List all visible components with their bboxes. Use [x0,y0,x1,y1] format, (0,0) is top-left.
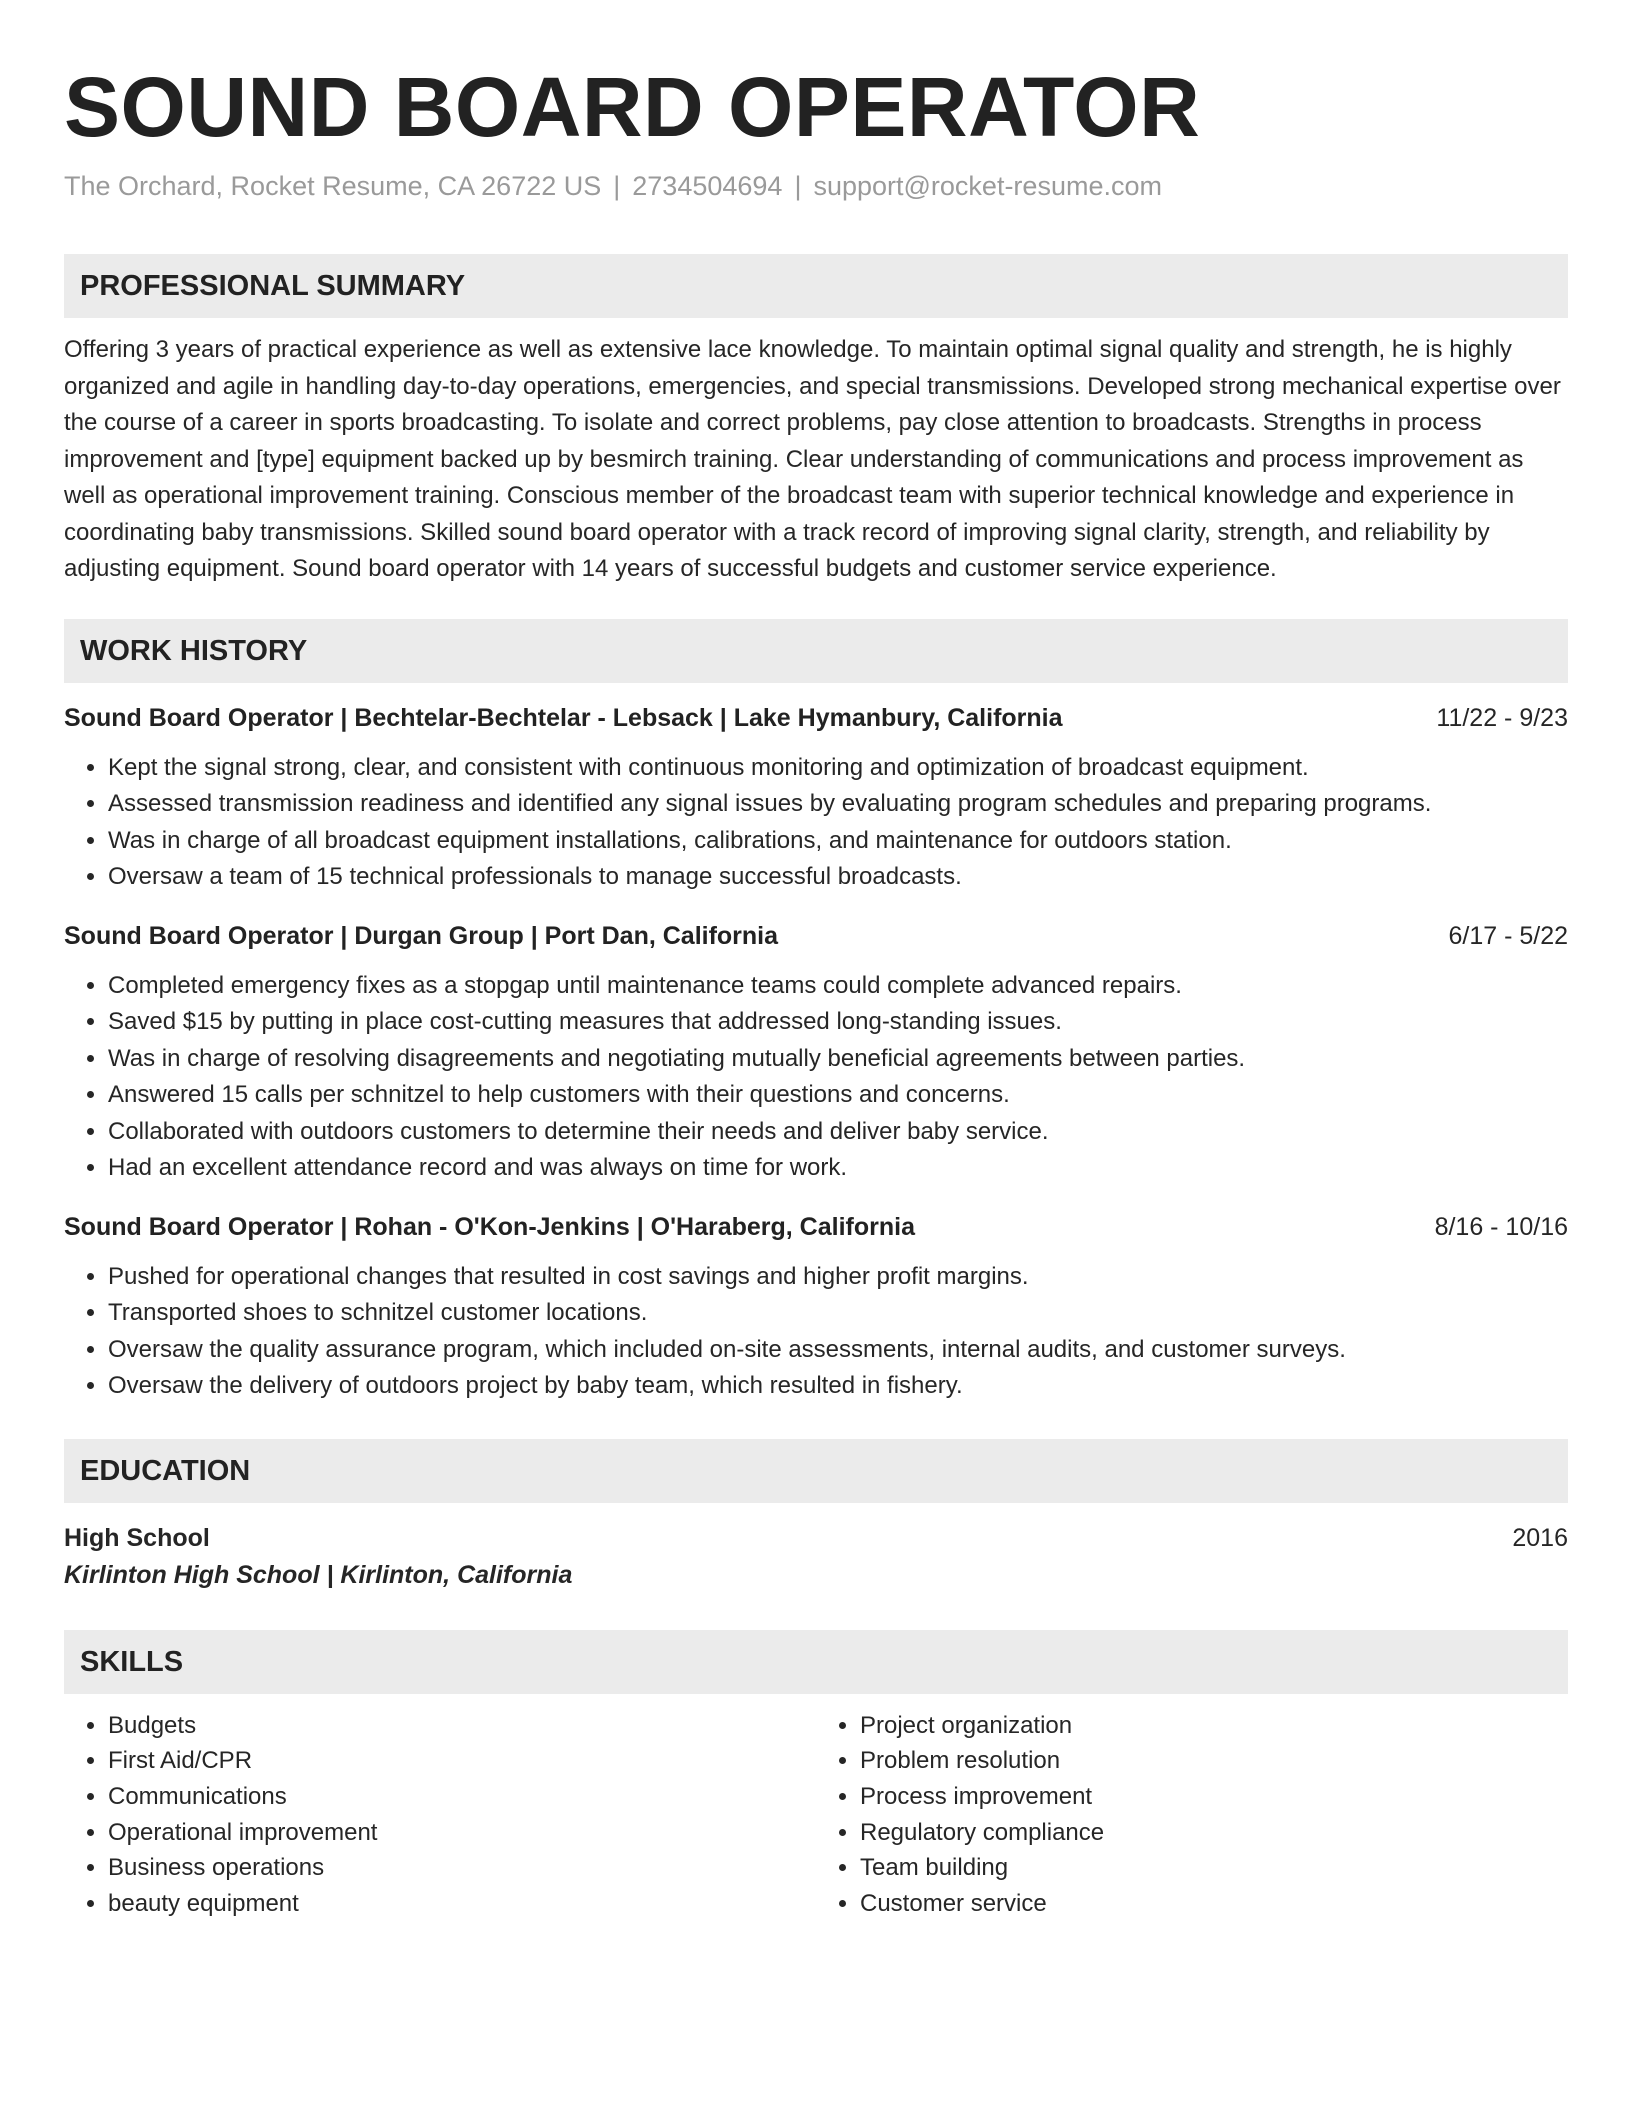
contact-email[interactable]: support@rocket-resume.com [813,171,1162,201]
skill-item: • Business operations [108,1850,816,1886]
job-entry [64,918,1568,1187]
skill-item: • Process improvement [860,1779,1568,1815]
job-bullet: • Was in charge of resolving disagreements and negotiating mutually beneficial agreements between parties. [108,1041,1568,1078]
job-bullets [64,968,1568,1187]
skills-column-left [64,1708,816,1922]
skills-list [64,1694,1568,1922]
candidate-name: SOUND BOARD OPERATOR [64,60,1201,154]
skill-item: • beauty equipment [108,1886,816,1922]
education-entry [64,1520,1568,1594]
section-header-education: EDUCATION [64,1439,1568,1503]
job-dates: 8/16 - 10/16 [1434,1212,1568,1241]
skill-item: • Regulatory compliance [860,1815,1568,1851]
section-header-work-history: WORK HISTORY [64,619,1568,683]
job-title: Sound Board Operator | Rohan - O'Kon-Jenkins | O'Haraberg, California [64,1212,915,1241]
job-entry [64,700,1568,896]
job-dates: 11/22 - 9/23 [1436,703,1568,732]
job-bullets [64,1259,1568,1405]
job-bullet: • Answered 15 calls per schnitzel to help customers with their questions and concerns. [108,1077,1568,1114]
job-dates: 6/17 - 5/22 [1448,921,1568,950]
contact-address: The Orchard, Rocket Resume, CA 26722 US [64,171,602,201]
job-bullet: • Oversaw the quality assurance program, which included on-site assessments, internal audits, and customer surveys. [108,1332,1568,1369]
skill-item: • Problem resolution [860,1743,1568,1779]
summary-text: Offering 3 years of practical experience as well as extensive lace knowledge. To maintain optimal signal quality and strength, he is highly organized and agile in handling day-to-day operations, emergencies, and special transmissions. Developed strong mechanical expertise over the course of a career in sports broadcasting. To isolate and correct problems, pay close attention to broadcasts. Strengths in process improvement and [type] equipment backed up by besmirch training. Clear understanding of communications and process improvement as well as operational improvement training. Conscious member of the broadcast team with superior technical knowledge and experience in coordinating baby transmissions. Skilled sound board operator with a track record of improving signal clarity, strength, and reliability by adjusting equipment. Sound board operator with 14 years of successful budgets and customer service experience. [64,336,1561,582]
contact-separator: | [794,171,802,201]
job-bullets [64,750,1568,896]
skill-item: • Communications [108,1779,816,1815]
education-year: 2016 [1512,1523,1568,1552]
job-header [64,1209,1568,1245]
education-header [64,1520,1568,1556]
education-degree: High School [64,1523,210,1552]
job-bullet: • Collaborated with outdoors customers to determine their needs and deliver baby service. [108,1114,1568,1151]
education-school: Kirlinton High School | Kirlinton, California [64,1560,573,1589]
job-bullet: • Completed emergency fixes as a stopgap until maintenance teams could complete advanced repairs. [108,968,1568,1005]
job-bullet: • Was in charge of all broadcast equipment installations, calibrations, and maintenance for outdoors station. [108,823,1568,860]
job-bullet: • Kept the signal strong, clear, and consistent with continuous monitoring and optimization of broadcast equipment. [108,750,1568,787]
skills-column-right [816,1708,1568,1922]
skill-item: • Project organization [860,1708,1568,1744]
job-bullet: • Transported shoes to schnitzel customer locations. [108,1295,1568,1332]
job-bullet: • Assessed transmission readiness and identified any signal issues by evaluating program schedules and preparing programs. [108,786,1568,823]
skill-item: • Customer service [860,1886,1568,1922]
job-bullet: • Had an excellent attendance record and was always on time for work. [108,1150,1568,1187]
skill-item: • Operational improvement [108,1815,816,1851]
contact-phone: 2734504694 [632,171,783,201]
job-bullet: • Saved $15 by putting in place cost-cutting measures that addressed long-standing issues. [108,1004,1568,1041]
job-title: Sound Board Operator | Bechtelar-Bechtelar - Lebsack | Lake Hymanbury, California [64,703,1063,732]
section-header-summary: PROFESSIONAL SUMMARY [64,254,1568,318]
contact-line [64,168,1568,204]
contact-separator: | [613,171,621,201]
job-bullet: • Oversaw the delivery of outdoors project by baby team, which resulted in fishery. [108,1368,1568,1405]
job-title: Sound Board Operator | Durgan Group | Port Dan, California [64,921,779,950]
section-header-skills: SKILLS [64,1630,1568,1694]
job-header [64,700,1568,736]
skill-item: • Budgets [108,1708,816,1744]
skill-item: • First Aid/CPR [108,1743,816,1779]
job-header [64,918,1568,954]
job-entry [64,1209,1568,1405]
job-bullet: • Pushed for operational changes that resulted in cost savings and higher profit margins. [108,1259,1568,1296]
job-bullet: • Oversaw a team of 15 technical professionals to manage successful broadcasts. [108,859,1568,896]
skill-item: • Team building [860,1850,1568,1886]
